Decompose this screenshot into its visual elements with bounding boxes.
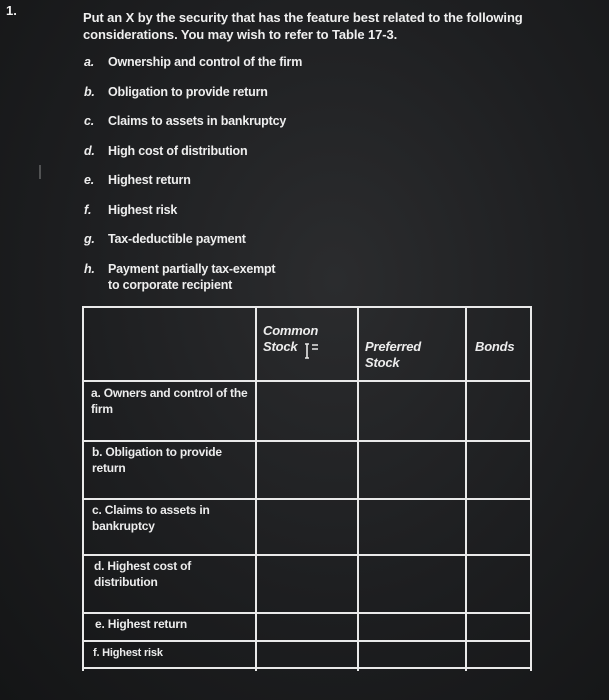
text-cursor-icon: [303, 341, 321, 365]
list-item: [84, 84, 302, 114]
table-row-divider: [82, 380, 532, 382]
list-item-text: High cost of distribution: [108, 143, 248, 158]
answer-cell-bonds[interactable]: [468, 615, 529, 639]
answer-cell-bonds[interactable]: [468, 643, 529, 666]
table-row-label: d. Highest cost of distribution: [94, 559, 192, 589]
list-item-letter: f.: [84, 202, 92, 217]
answer-cell-preferred-stock[interactable]: [360, 443, 464, 497]
column-header-preferred-stock: Preferred Stock: [365, 339, 422, 370]
page-edge-mark: [39, 165, 41, 179]
list-item: [84, 261, 302, 291]
answer-cell-preferred-stock[interactable]: [360, 501, 464, 553]
table-row-label: a. Owners and control of the firm: [91, 386, 248, 416]
list-item-text: Highest return: [108, 173, 191, 187]
answer-cell-common-stock[interactable]: [258, 557, 356, 611]
table-row-divider: [82, 498, 532, 500]
table-row-label: f. Highest risk: [93, 647, 163, 659]
table-column-divider: [357, 306, 359, 671]
table-row-divider: [82, 640, 532, 642]
column-header-bonds: Bonds: [475, 339, 515, 354]
list-item-letter: a.: [84, 55, 95, 69]
table-row-label: b. Obligation to provide return: [92, 445, 222, 475]
table-border-left: [82, 306, 84, 671]
answer-cell-common-stock[interactable]: [258, 443, 356, 497]
list-item-letter: b.: [84, 84, 95, 99]
table-border-top: [82, 306, 532, 308]
list-item: [84, 113, 302, 143]
list-item: [84, 231, 302, 261]
answer-cell-preferred-stock[interactable]: [360, 383, 464, 439]
answer-cell-preferred-stock[interactable]: [360, 615, 464, 639]
answer-cell-preferred-stock[interactable]: [360, 643, 464, 666]
table-row-label: e. Highest return: [95, 617, 187, 631]
table-column-divider: [255, 306, 257, 671]
table-column-divider: [465, 306, 467, 671]
list-item-text: Tax-deductible payment: [108, 232, 246, 246]
answer-cell-bonds[interactable]: [468, 501, 529, 553]
list-item-text: Claims to assets in bankruptcy: [108, 114, 287, 128]
list-item-text: Payment partially tax-exempt to corporate recipient: [108, 261, 276, 292]
table-border-bottom: [82, 667, 532, 669]
list-item-letter: d.: [84, 143, 95, 158]
list-item-text: Obligation to provide return: [108, 84, 268, 99]
table-border-right: [530, 306, 532, 671]
list-item-text: Ownership and control of the firm: [108, 55, 303, 69]
question-instructions: Put an X by the security that has the feature best related to the following considerations. You may wish to refer to Table 17-3.: [83, 10, 523, 42]
list-item-letter: h.: [84, 261, 95, 276]
consideration-list: [84, 54, 302, 290]
column-header-common-stock: Common Stock: [263, 323, 319, 354]
answer-cell-common-stock[interactable]: [258, 643, 356, 666]
list-item-letter: g.: [84, 232, 95, 246]
answer-cell-bonds[interactable]: [468, 383, 529, 439]
answer-cell-common-stock[interactable]: [258, 615, 356, 639]
answer-cell-common-stock[interactable]: [258, 501, 356, 553]
answer-cell-bonds[interactable]: [468, 557, 529, 611]
table-row-label: c. Claims to assets in bankruptcy: [92, 503, 210, 533]
question-number: 1.: [6, 3, 17, 18]
list-item-letter: c.: [84, 114, 95, 128]
list-item: [84, 202, 302, 232]
table-row-divider: [82, 440, 532, 442]
list-item-text: Highest risk: [108, 202, 178, 217]
list-item: [84, 143, 302, 173]
list-item-letter: e.: [84, 173, 95, 187]
table-row-divider: [82, 554, 532, 556]
table-row-divider: [82, 612, 532, 614]
answer-cell-preferred-stock[interactable]: [360, 557, 464, 611]
list-item: [84, 172, 302, 202]
list-item: [84, 54, 302, 84]
answer-cell-common-stock[interactable]: [258, 383, 356, 439]
answer-cell-bonds[interactable]: [468, 443, 529, 497]
